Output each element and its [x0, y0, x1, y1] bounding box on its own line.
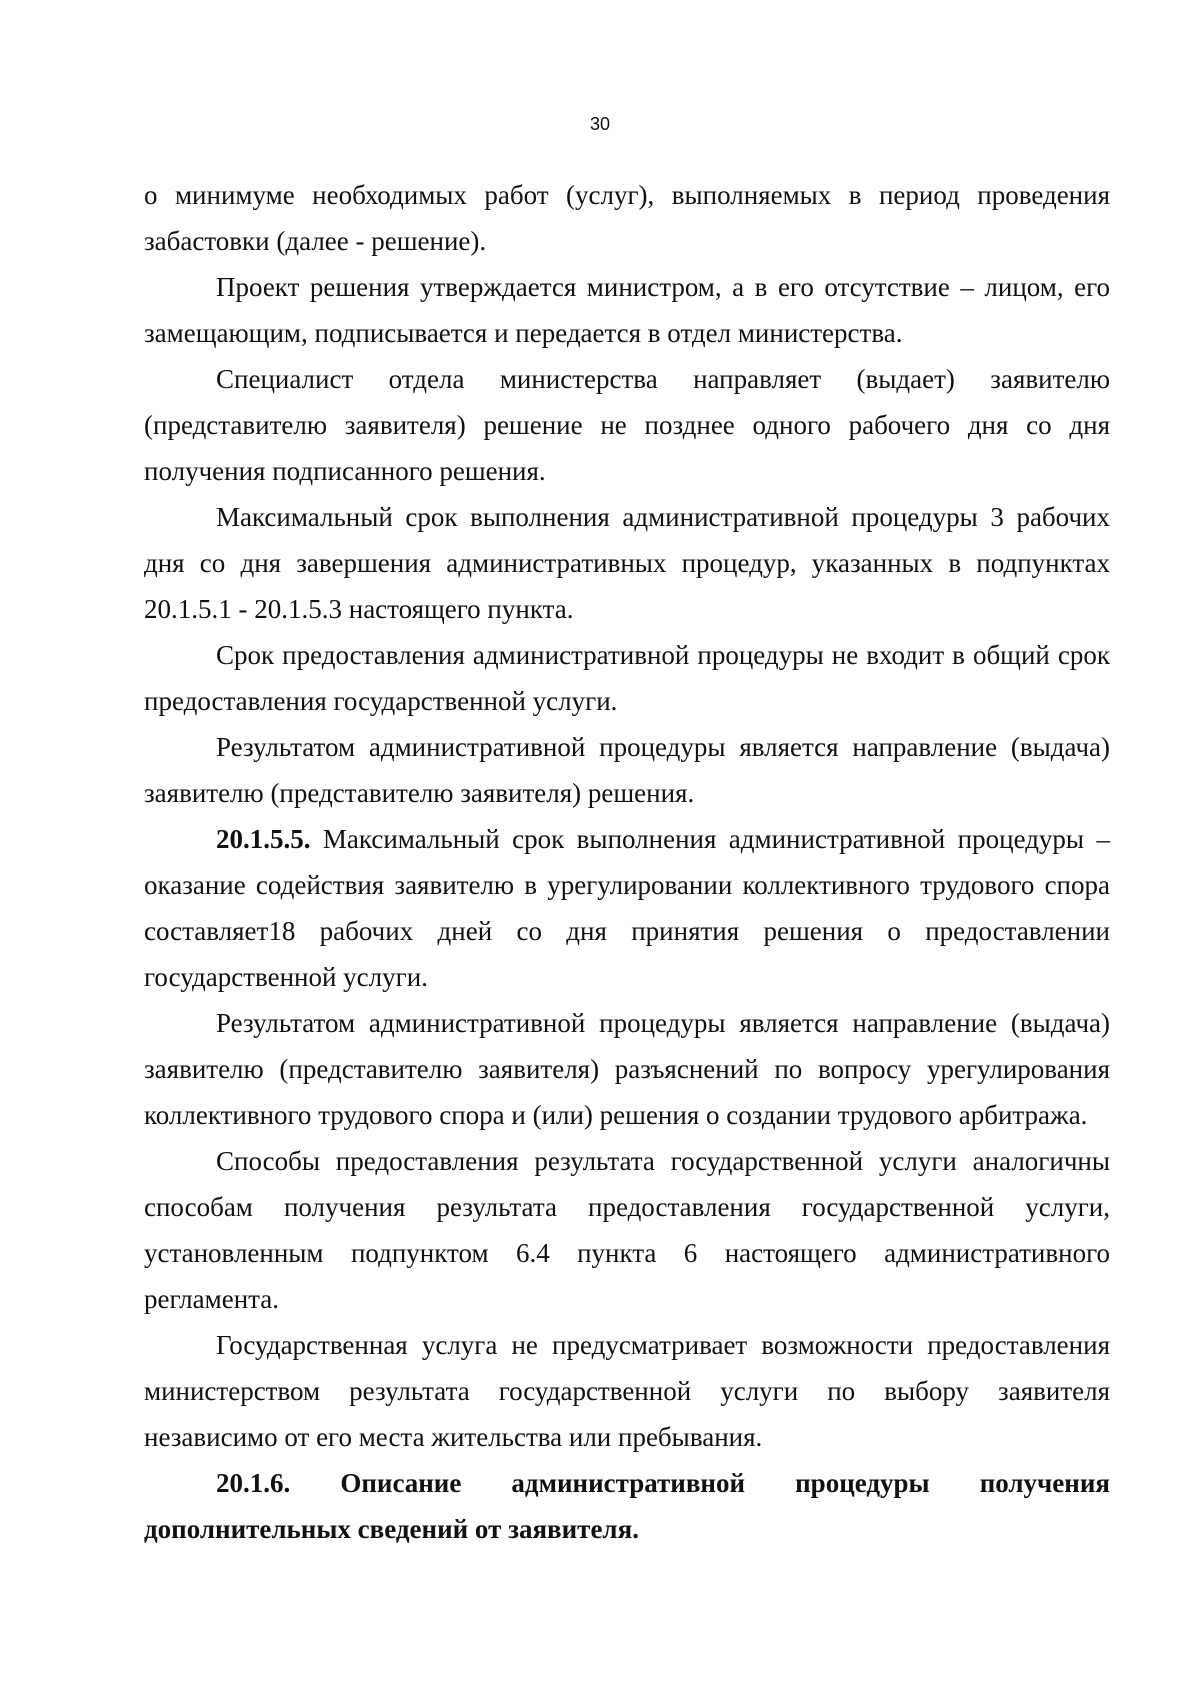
document-body — [144, 172, 1110, 1552]
paragraph-9: Способы предоставления результата государственной услуги аналогичны способам получения результата предоставления государственной услуги, установленным подпунктом 6.4 пункта 6 настоящего административного регламента. — [144, 1146, 1110, 1314]
paragraph-10: Государственная услуга не предусматривает возможности предоставления министерством результата государственной услуги по выбору заявителя независимо от его места жительства или пребывания. — [144, 1330, 1110, 1452]
paragraph-2: Проект решения утверждается министром, а в его отсутствие – лицом, его замещающим, подписывается и передается в отдел министерства. — [144, 272, 1110, 348]
paragraph-5: Срок предоставления административной процедуры не входит в общий срок предоставления государственной услуги. — [144, 640, 1110, 716]
paragraph-7-text: Максимальный срок выполнения административной процедуры – оказание содействия заявителю в урегулировании коллективного трудового спора составляет18 рабочих дней со дня принятия решения о предоставлении государственной услуги. — [144, 824, 1110, 992]
clause-number: 20.1.5.5. — [216, 824, 311, 854]
paragraph-3: Специалист отдела министерства направляет (выдает) заявителю (представителю заявителя) решение не позднее одного рабочего дня со дня получения подписанного решения. — [144, 364, 1110, 486]
paragraph-7 — [144, 816, 1110, 1000]
page-number: 30 — [589, 114, 611, 134]
paragraph-1: о минимуме необходимых работ (услуг), выполняемых в период проведения забастовки (далее - решение). — [144, 180, 1110, 256]
paragraph-4: Максимальный срок выполнения административной процедуры 3 рабочих дня со дня завершения административных процедур, указанных в подпунктах 20.1.5.1 - 20.1.5.3 настоящего пункта. — [144, 502, 1110, 624]
section-heading: 20.1.6. Описание административной процедуры получения дополнительных сведений от заявителя. — [144, 1468, 1110, 1544]
paragraph-6: Результатом административной процедуры является направление (выдача) заявителю (представителю заявителя) решения. — [144, 732, 1110, 808]
paragraph-8: Результатом административной процедуры является направление (выдача) заявителю (представителю заявителя) разъяснений по вопросу урегулирования коллективного трудового спора и (или) решения о создании трудового арбитража. — [144, 1008, 1110, 1130]
